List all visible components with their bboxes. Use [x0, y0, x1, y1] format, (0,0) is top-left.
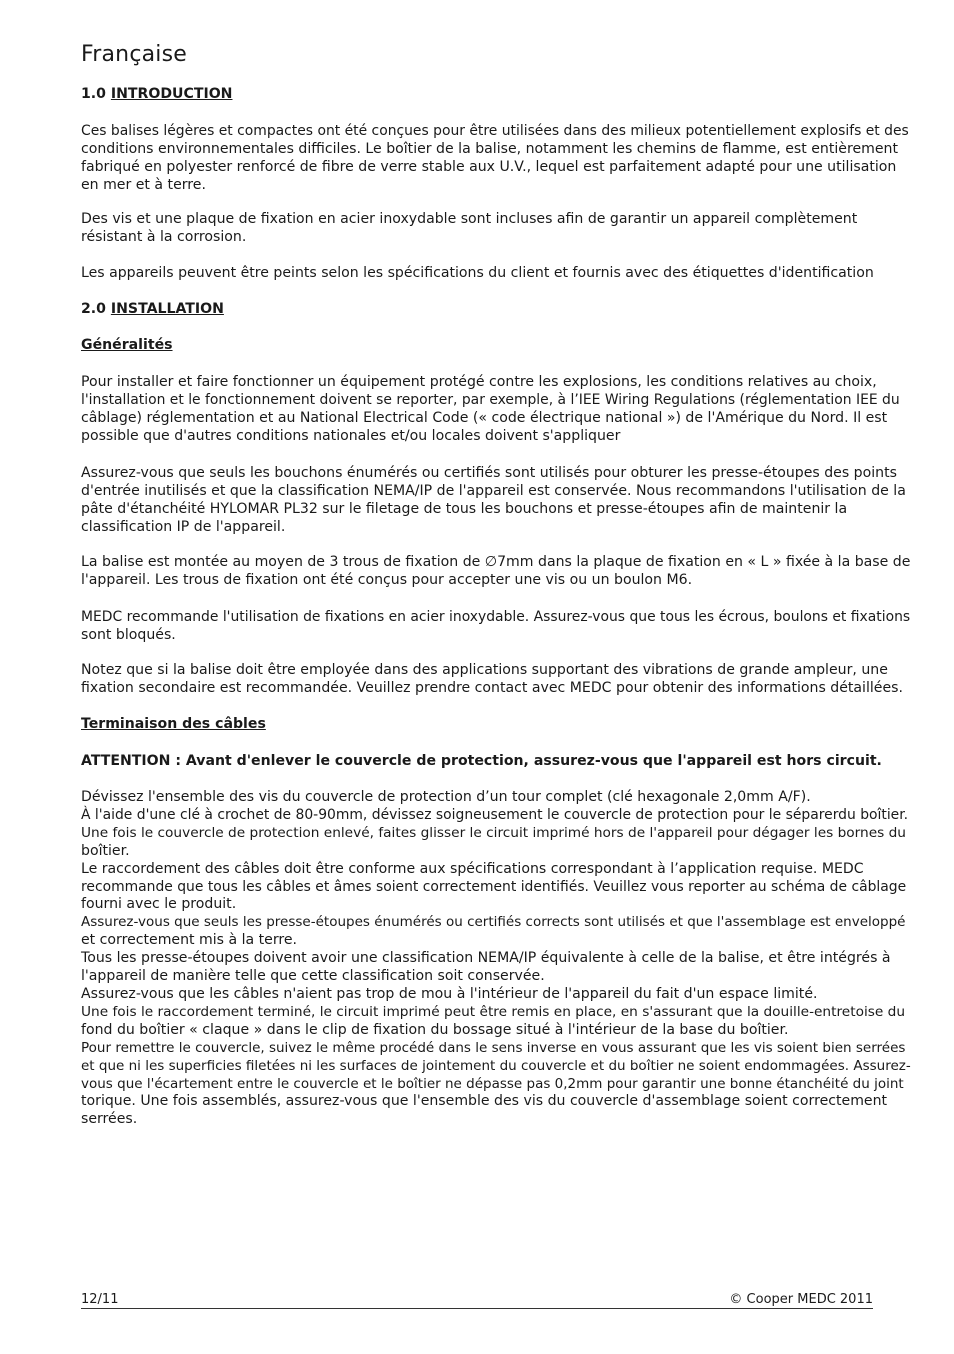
- installation-paragraph-4: MEDC recommande l'utilisation de fixations en acier inoxydable. Assurez-vous que tous les écrous, boulons et fixations sont bloqués.: [81, 609, 911, 643]
- cable-termination-text: Dévissez l'ensemble des vis du couvercle de protection d’un tour complet (clé hexagonale 2,0mm A/F). À l'aide d'une clé à crochet de 80-90mm, dévissez soigneusement le couvercle de protection pour le séparerdu boîtier. Une fois le couvercle de protection enlevé, faites glisser le circuit imprimé hors de l'appareil pour dégager les bornes du boîtier. Le raccordement des câbles doit être conforme aux spécifications correspondant à l’application requise. MEDC recommande que tous les câbles et âmes soient correctement identifiés. Veuillez vous reporter au schéma de câblage fourni avec le produit. Assurez-vous que seuls les presse-étoupes énumérés ou certifiés corrects sont utilisés et que l'assemblage est enveloppé et correctement mis à la terre. Tous les presse-étoupes doivent avoir une classification NEMA/IP équivalente à celle de la balise, et être intégrés à l'appareil de manière telle que cette classification soit conservée. Assurez-vous que les câbles n'aient pas trop de mou à l'intérieur de l'appareil du fait d'un espace limité. Une fois le raccordement terminé, le circuit imprimé peut être remis en place, en s'assurant que la douille-entretoise du fond du boîtier « claque » dans le clip de fixation du bossage situé à l'intérieur de la base du boîtier. Pour remettre le couvercle, suivez le même procédé dans le sens inverse en vous assurant que les vis soient bien serrées et que ni les superficies filetées ni les surfaces de jointement du couvercle et du boîtier ne soient endommagées. Assurez- vous que l'écartement entre le couvercle et le boîtier ne dépasse pas 0,2mm pour garantir une bonne étanchéité du joint torique. Une fois assemblés, assurez-vous que l'ensemble des vis du couvercle d'assemblage soient correctement serrées.: [81, 789, 911, 1128]
- general-subheading: Généralités: [81, 337, 173, 353]
- intro-paragraph-3: Les appareils peuvent être peints selon les spécifications du client et fournis avec des étiquettes d'identification: [81, 265, 874, 281]
- intro-heading-label: INTRODUCTION: [110, 86, 233, 102]
- installation-paragraph-2: Assurez-vous que seuls les bouchons énumérés ou certifiés sont utilisés pour obturer les presse-étoupes des points d'entrée inutilisés et que la classification NEMA/IP de l'appareil est conservée. Nous recommandons l'utilisation de la pâte d'étanchéité HYLOMAR PL32 sur le filetage de tous les bouchons et presse-étoupes afin de maintenir la classification IP de l'appareil.: [81, 465, 906, 535]
- footer-divider: [81, 1308, 873, 1309]
- installation-heading: [81, 301, 911, 319]
- footer-copyright: © Cooper MEDC 2011: [729, 1292, 873, 1307]
- intro-paragraph-1: Ces balises légères et compactes ont été conçues pour être utilisées dans des milieux potentiellement explosifs et des conditions environnementales difficiles. Le boîtier de la balise, notamment les chemins de flamme, est entièrement fabriqué en polyester renforcé de fibre de verre stable aux U.V., lequel est parfaitement adapté pour une utilisation en mer et à terre.: [81, 123, 909, 193]
- installation-heading-number: 2.0: [81, 301, 111, 317]
- page-title: Française: [81, 42, 188, 67]
- intro-paragraph-2: Des vis et une plaque de fixation en acier inoxydable sont incluses afin de garantir un appareil complètement résistant à la corrosion.: [81, 211, 858, 245]
- cable-termination-subheading: Terminaison des câbles: [81, 716, 266, 732]
- footer-date: 12/11: [81, 1292, 119, 1307]
- installation-paragraph-3: La balise est montée au moyen de 3 trous de fixation de ∅7mm dans la plaque de fixation en « L » fixée à la base de l'appareil. Les trous de fixation ont été conçus pour accepter une vis ou un boulon M6.: [81, 554, 911, 588]
- intro-heading: [81, 86, 911, 104]
- installation-paragraph-5: Notez que si la balise doit être employée dans des applications supportant des vibrations de grande ampleur, une fixation secondaire est recommandée. Veuillez prendre contact avec MEDC pour obtenir des informations détaillées.: [81, 662, 903, 696]
- installation-paragraph-1: Pour installer et faire fonctionner un équipement protégé contre les explosions, les conditions relatives au choix, l'installation et le fonctionnement doivent se reporter, par exemple, à l’IEE Wiring Regulations (réglementation IEE du câblage) réglementation et au National Electrical Code (« code électrique national ») de l'Amérique du Nord. Il est possible que d'autres conditions nationales et/ou locales doivent s'appliquer: [81, 374, 900, 444]
- intro-heading-number: 1.0: [81, 86, 111, 102]
- installation-heading-label: INSTALLATION: [110, 301, 224, 317]
- attention-warning: ATTENTION : Avant d'enlever le couvercle de protection, assurez-vous que l'appareil est hors circuit.: [81, 753, 882, 769]
